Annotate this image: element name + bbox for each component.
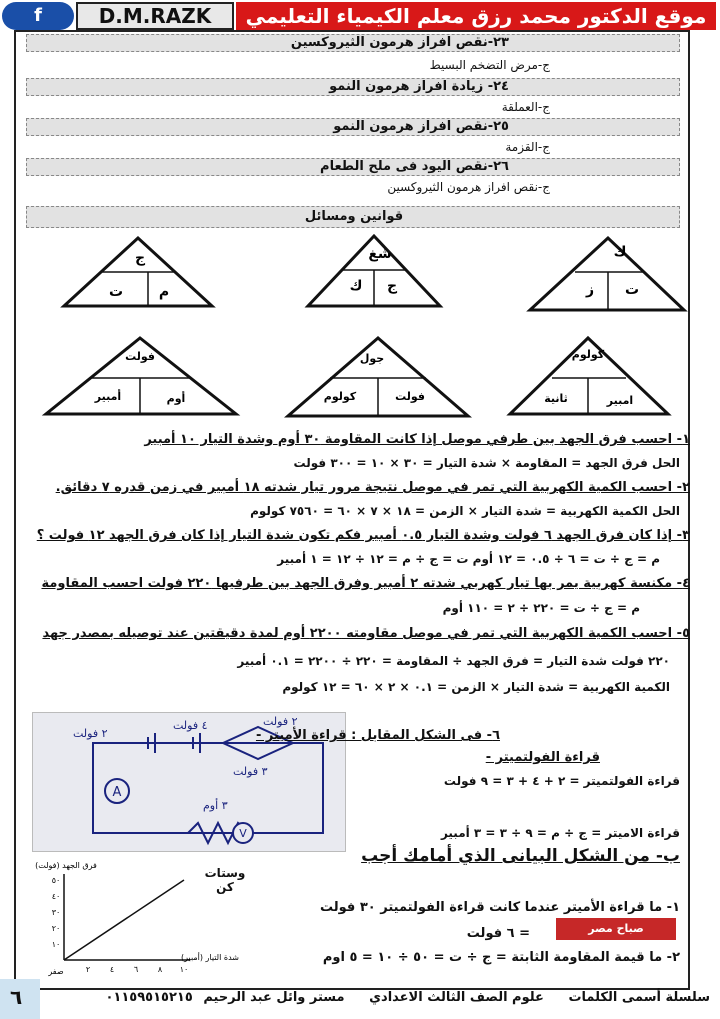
x-tick-label: ٤ — [109, 965, 115, 974]
law-triangles — [0, 228, 720, 428]
triangle-volt-units — [46, 338, 236, 414]
footer-series: سلسلة أسمى الكلمات — [568, 990, 710, 1005]
triangle-left-label: ك — [349, 278, 363, 294]
graph-question-2: ٢- ما قيمة المقاومة الثابتة = ج ÷ ت = ٥٠ ÷ ١٠ = ٥ اوم — [322, 950, 680, 965]
y-tick-label: ١٠ — [51, 940, 61, 949]
problem-4-answer: م = ج ÷ ت = ٢٢٠ ÷ ٢ = ١١٠ أوم — [442, 601, 640, 615]
question-text: ٢٥-نقص افراز هرمون النمو — [333, 119, 509, 134]
answer-text: ج-العملقة — [501, 100, 550, 114]
origin-label: صفر — [48, 967, 64, 976]
triangle-q-i-t — [530, 238, 684, 310]
question-text: ٢٤- زيادة افراز هرمون النمو — [329, 79, 509, 94]
triangle-joule-units — [288, 338, 468, 416]
y-tick-label: ٢٠ — [51, 924, 61, 933]
series-line — [64, 880, 184, 960]
y-tick-label: ٣٠ — [51, 908, 61, 917]
triangle-right-label: أمبير — [94, 390, 122, 403]
x-tick-label: ٢ — [85, 965, 91, 974]
triangle-right-label: امبير — [606, 394, 634, 407]
triangle-w-q-v — [308, 236, 440, 306]
graph-answer-1: = ٦ فولت — [466, 926, 530, 941]
triangle-top-label: كولوم — [571, 348, 605, 361]
section-title: قوانين ومسائل — [304, 209, 404, 224]
triangle-top-label: ج — [134, 250, 146, 266]
page-number: ٦ — [10, 985, 23, 1009]
circuit-label: ٢ فولت — [263, 715, 298, 728]
triangle-left-label: م — [158, 284, 170, 300]
circuit-label: ٢ فولت — [73, 727, 108, 740]
y-tick-label: ٥٠ — [51, 876, 61, 885]
problem-3-question: ٣- إذا كان فرق الجهد ٦ فولت وشدة التيار ٠.٥ أمبير فكم تكون شدة التيار إذا كان فرق الجهد ١٢ فولت ؟ — [36, 528, 690, 543]
problem-2-question: ٢- احسب الكمية الكهربية التي تمر في موصل نتيجة مرور تيار شدته ١٨ أمبير في زمن قدره ٧ دقائق. — [55, 480, 690, 495]
footer-phone: ٠١١٥٩٥١٥٢١٥ — [105, 990, 193, 1005]
x-axis-label: شدة التيار (أمبير) — [181, 953, 239, 962]
problem-1-answer: الحل فرق الجهد = المقاومة × شدة التيار = ٣٠ × ١٠ = ٣٠٠ فولت — [293, 456, 680, 470]
triangle-right-label: ج — [386, 278, 398, 294]
triangle-right-label: ت — [108, 284, 124, 300]
triangle-left-label: ثانية — [544, 392, 568, 405]
problem-2-answer: الحل الكمية الكهربية = شدة التيار × الزمن = ١٨ × ٧ × ٦٠ = ٧٥٦٠ كولوم — [250, 504, 680, 518]
problem-5-answer: الكمية الكهربية = شدة التيار × الزمن = ٠.١ × ٢ × ٦٠ = ١٢ كولوم — [282, 680, 670, 694]
x-tick-label: ١٠ — [179, 965, 189, 974]
watermark-logo: صباح مصر — [556, 918, 676, 940]
answer-text: ج-نقص افراز هرمون الثيروكسين — [387, 180, 550, 194]
problem-3-answer: م = ج ÷ ت = ٦ ÷ ٠.٥ = ١٢ أوم ت = ج ÷ م = ١٢ ÷ ١٢ = ١ أمبير — [277, 552, 660, 566]
triangle-coulomb-units — [510, 338, 668, 414]
question-text: ٢٦-نقص اليود فى ملح الطعام — [320, 159, 509, 174]
circuit-label: ٣ أوم — [203, 799, 228, 812]
footer-teacher: مستر وائل عبد الرحيم — [203, 990, 345, 1005]
triangle-top-label: شغ — [368, 246, 392, 262]
unit-note: وستات كن — [204, 866, 246, 894]
problem-1-question: ١- احسب فرق الجهد بين طرفي موصل إذا كانت المقاومة ٣٠ أوم وشدة التيار ١٠ أمبير — [144, 432, 690, 447]
triangle-left-label: كولوم — [323, 390, 357, 403]
site-logo: D.M.RAZK — [76, 2, 234, 30]
problem-6-question: ٦- فى الشكل المقابل : قراءة الأميتر - — [255, 728, 500, 743]
triangle-top-label: ك — [613, 244, 627, 260]
triangle-top-label: فولت — [125, 350, 155, 363]
problem-6-answer-ammeter: قراءة الاميتر = ج ÷ م = ٩ ÷ ٣ = ٣ أمبير — [440, 826, 680, 840]
triangle-top-label: جول — [359, 352, 385, 365]
voltmeter-label: V — [239, 827, 247, 840]
site-title: موقع الدكتور محمد رزق معلم الكيمياء التعليمي — [236, 2, 716, 30]
y-tick-label: ٤٠ — [51, 892, 61, 901]
answer-text: ج-القزمة — [505, 140, 550, 154]
x-tick-label: ٦ — [133, 965, 139, 974]
graph-question-1: ١- ما قراءة الأميتر عندما كانت قراءة الفولتميتر ٣٠ فولت — [320, 900, 680, 915]
problem-6-question-b: قراءة الفولتميتر - — [485, 750, 600, 765]
answer-text: ج-مرض التضخم البسيط — [429, 58, 550, 72]
problem-5-answer: ٢٢٠ فولت شدة التيار = فرق الجهد ÷ المقاومة = ٢٢٠ ÷ ٢٢٠٠ = ٠.١ أمبير — [237, 654, 670, 668]
ammeter-label: A — [112, 785, 122, 800]
page-header — [0, 0, 720, 32]
question-row — [26, 34, 680, 52]
triangle-left-label: ت — [624, 282, 640, 298]
section-title-bar — [26, 206, 680, 228]
circuit-label: ٤ فولت — [173, 719, 208, 732]
question-row — [26, 158, 680, 176]
y-axis-label: فرق الجهد (فولت) — [35, 861, 97, 870]
page-footer — [40, 990, 710, 1014]
x-tick-label: ٨ — [157, 965, 163, 974]
question-text: ٢٣-نقص افراز هرمون الثيروكسين — [290, 35, 509, 50]
footer-subject: علوم الصف الثالث الاعدادي — [369, 990, 544, 1005]
triangle-v-i-r — [64, 238, 212, 306]
triangle-right-label: فولت — [395, 390, 425, 403]
problem-6-answer-voltmeter: قراءة الفولتميتر = ٢ + ٤ + ٣ = ٩ فولت — [443, 774, 680, 788]
question-row — [26, 78, 680, 96]
problem-5-question: ٥- احسب الكمية الكهربية التي تمر في موصل مقاومته ٢٢٠٠ أوم لمدة دقيقتين عند توصيله بمصدر جهد — [42, 626, 690, 641]
facebook-icon[interactable]: f — [2, 2, 74, 30]
question-row — [26, 118, 680, 136]
graph-section-title: ب- من الشكل البيانى الذي أمامك أجب — [361, 846, 680, 866]
triangle-right-label: ز — [585, 282, 595, 298]
circuit-label: ٣ فولت — [233, 765, 268, 778]
problem-4-question: ٤- مكنسة كهربية يمر بها تيار كهربي شدته ٢ أمبير وفرق الجهد بين طرفيها ٢٢٠ فولت احسب المقاومة — [41, 576, 690, 591]
triangle-left-label: أوم — [166, 392, 186, 405]
